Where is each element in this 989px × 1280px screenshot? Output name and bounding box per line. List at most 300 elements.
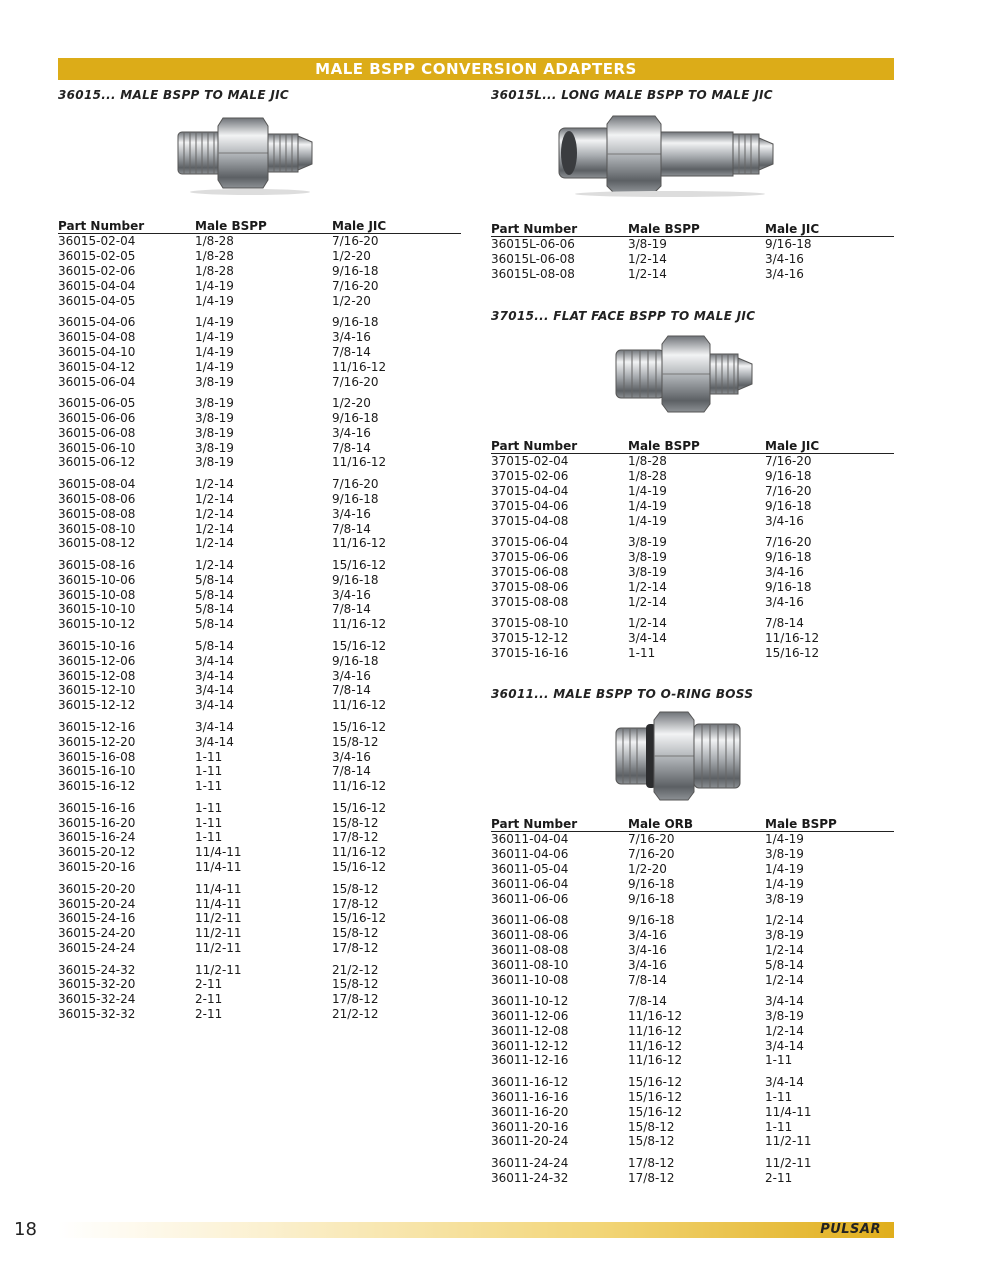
part-number-cell: 36011-24-32 [491, 1170, 569, 1185]
part-number-cell: 36015L-06-08 [491, 251, 575, 266]
table-row [58, 926, 461, 941]
table-row [58, 558, 461, 573]
table-row [491, 928, 894, 943]
thread-size-cell: 11/2-11 [765, 1134, 812, 1149]
thread-size-cell: 7/8-14 [332, 344, 371, 359]
part-number-cell: 36015-12-12 [58, 698, 136, 713]
part-number-cell: 36015-24-16 [58, 911, 136, 926]
thread-size-cell: 7/8-14 [332, 440, 371, 455]
part-number-cell: 36015-32-32 [58, 1007, 136, 1022]
thread-size-cell: 3/4-14 [628, 630, 667, 645]
column-header: Male BSPP [628, 222, 700, 236]
thread-size-cell: 1/4-19 [765, 832, 804, 846]
thread-size-cell: 11/16-12 [332, 455, 387, 470]
part-number-cell: 36015-16-16 [58, 800, 136, 815]
part-number-cell: 36015-08-06 [58, 491, 136, 506]
thread-size-cell: 3/4-14 [765, 1074, 804, 1089]
thread-size-cell: 9/16-18 [765, 468, 812, 483]
part-number-cell: 36015-24-20 [58, 926, 136, 941]
table-row [58, 992, 461, 1007]
table-row [491, 595, 894, 610]
thread-size-cell: 17/8-12 [332, 941, 379, 956]
thread-size-cell: 15/8-12 [332, 734, 379, 749]
thread-size-cell: 3/8-19 [195, 410, 234, 425]
column-header: Male JIC [765, 222, 820, 236]
column-header: Part Number [491, 222, 578, 236]
thread-size-cell: 1/8-28 [628, 468, 667, 483]
fitting-photo-36015L-icon [555, 112, 785, 197]
table-row [491, 1053, 894, 1068]
part-number-cell: 37015-16-16 [491, 645, 569, 660]
part-number-cell: 36015-04-08 [58, 329, 136, 344]
part-number-cell: 36011-06-08 [491, 912, 569, 927]
table-row [58, 911, 461, 926]
table-row [491, 499, 894, 514]
table-row [491, 550, 894, 565]
thread-size-cell: 1/8-28 [628, 454, 667, 468]
thread-size-cell: 15/16-12 [332, 557, 387, 572]
thread-size-cell: 5/8-14 [195, 602, 234, 617]
thread-size-cell: 3/8-19 [628, 564, 667, 579]
table-row [491, 646, 894, 661]
thread-size-cell: 3/8-19 [765, 927, 804, 942]
thread-size-cell: 15/16-12 [628, 1089, 683, 1104]
thread-size-cell: 11/2-11 [195, 941, 242, 956]
thread-size-cell: 3/4-16 [332, 668, 371, 683]
table-row [58, 249, 461, 264]
thread-size-cell: 1/2-20 [332, 293, 371, 308]
thread-size-cell: 11/4-11 [765, 1104, 812, 1119]
thread-size-cell: 3/4-14 [195, 683, 234, 698]
column-header: Male BSPP [765, 817, 837, 831]
thread-size-cell: 17/8-12 [332, 992, 379, 1007]
table-row [58, 764, 461, 779]
part-number-cell: 36011-16-20 [491, 1104, 569, 1119]
thread-size-cell: 11/16-12 [332, 698, 387, 713]
table-row [58, 941, 461, 956]
footer-bar [58, 1222, 894, 1238]
part-number-cell: 36015-02-05 [58, 248, 136, 263]
part-number-cell: 36015-20-24 [58, 896, 136, 911]
part-number-cell: 36015-06-06 [58, 410, 136, 425]
table-row [58, 588, 461, 603]
part-number-cell: 36015-04-04 [58, 278, 136, 293]
table-row [491, 616, 894, 631]
thread-size-cell: 7/16-20 [765, 534, 812, 549]
thread-size-cell: 5/8-14 [195, 638, 234, 653]
fitting-photo-36011-icon [612, 708, 747, 804]
table-36015L [491, 222, 894, 282]
thread-size-cell: 11/2-11 [195, 926, 242, 941]
part-number-cell: 36011-12-12 [491, 1038, 569, 1053]
thread-size-cell: 1/4-19 [195, 329, 234, 344]
thread-size-cell: 11/16-12 [332, 845, 387, 860]
thread-size-cell: 17/8-12 [332, 896, 379, 911]
fitting-photo-37015-icon [610, 332, 760, 416]
table-row [58, 830, 461, 845]
part-number-cell: 37015-08-06 [491, 579, 569, 594]
part-number-cell: 36015-12-06 [58, 653, 136, 668]
thread-size-cell: 3/8-19 [195, 374, 234, 389]
thread-size-cell: 1-11 [195, 800, 223, 815]
thread-size-cell: 1/4-19 [765, 861, 804, 876]
part-number-cell: 36011-12-06 [491, 1008, 569, 1023]
part-number-cell: 36015-08-16 [58, 557, 136, 572]
thread-size-cell: 15/8-12 [332, 926, 379, 941]
thread-size-cell: 15/8-12 [332, 815, 379, 830]
thread-size-cell: 5/8-14 [765, 957, 804, 972]
thread-size-cell: 7/16-20 [628, 832, 675, 846]
part-number-cell: 36011-08-08 [491, 942, 569, 957]
part-number-cell: 36015-20-12 [58, 845, 136, 860]
table-row [58, 1007, 461, 1022]
table-row [491, 1134, 894, 1149]
thread-size-cell: 1/2-14 [765, 972, 804, 987]
table-row [58, 882, 461, 897]
thread-size-cell: 9/16-18 [628, 876, 675, 891]
part-number-cell: 37015-06-06 [491, 549, 569, 564]
thread-size-cell: 1/4-19 [765, 876, 804, 891]
table-row [58, 698, 461, 713]
table-row [491, 252, 894, 267]
thread-size-cell: 15/8-12 [628, 1134, 675, 1149]
thread-size-cell: 3/4-16 [628, 957, 667, 972]
table-row [58, 683, 461, 698]
table-row [491, 943, 894, 958]
table-row [58, 977, 461, 992]
part-number-cell: 37015-08-10 [491, 615, 569, 630]
thread-size-cell: 3/8-19 [195, 395, 234, 410]
thread-size-cell: 9/16-18 [765, 579, 812, 594]
table-36011 [491, 817, 894, 1186]
table-row [491, 973, 894, 988]
table-row [58, 330, 461, 345]
part-number-cell: 36011-20-16 [491, 1119, 569, 1134]
table-row [58, 411, 461, 426]
part-number-cell: 37015-04-04 [491, 483, 569, 498]
table-row [491, 1039, 894, 1054]
table-row [491, 1105, 894, 1120]
thread-size-cell: 7/8-14 [332, 521, 371, 536]
thread-size-cell: 15/16-12 [332, 638, 387, 653]
part-number-cell: 36015-20-16 [58, 860, 136, 875]
thread-size-cell: 3/8-19 [628, 237, 667, 251]
table-row [58, 801, 461, 816]
table-row [58, 536, 461, 551]
thread-size-cell: 1-11 [195, 830, 223, 845]
thread-size-cell: 11/4-11 [195, 860, 242, 875]
part-number-cell: 36011-10-12 [491, 993, 569, 1008]
column-header: Male ORB [628, 817, 694, 831]
thread-size-cell: 3/4-16 [332, 749, 371, 764]
thread-size-cell: 15/16-12 [332, 860, 387, 875]
part-number-cell: 36015-10-16 [58, 638, 136, 653]
thread-size-cell: 3/4-14 [195, 719, 234, 734]
table-row [58, 669, 461, 684]
part-number-cell: 37015-08-08 [491, 594, 569, 609]
table-row [58, 845, 461, 860]
thread-size-cell: 3/8-19 [195, 455, 234, 470]
thread-size-cell: 9/16-18 [628, 912, 675, 927]
part-number-cell: 36015-24-32 [58, 962, 136, 977]
part-number-cell: 36015-08-10 [58, 521, 136, 536]
thread-size-cell: 1/2-14 [195, 476, 234, 491]
table-row [491, 862, 894, 877]
thread-size-cell: 3/8-19 [195, 440, 234, 455]
thread-size-cell: 2-11 [195, 1007, 223, 1022]
thread-size-cell: 11/4-11 [195, 896, 242, 911]
thread-size-cell: 3/4-14 [765, 993, 804, 1008]
thread-size-cell: 1/8-28 [195, 234, 234, 248]
thread-size-cell: 1/2-14 [628, 594, 667, 609]
thread-size-cell: 3/8-19 [765, 846, 804, 861]
table-row [491, 237, 894, 252]
table-row [491, 1171, 894, 1186]
thread-size-cell: 11/16-12 [332, 779, 387, 794]
thread-size-cell: 7/8-14 [332, 764, 371, 779]
part-number-cell: 37015-02-06 [491, 468, 569, 483]
thread-size-cell: 1/4-19 [628, 498, 667, 513]
part-number-cell: 36015-12-16 [58, 719, 136, 734]
part-number-cell: 36015-32-24 [58, 992, 136, 1007]
part-number-cell: 36011-06-06 [491, 891, 569, 906]
thread-size-cell: 17/8-12 [628, 1155, 675, 1170]
thread-size-cell: 7/16-20 [332, 278, 379, 293]
thread-size-cell: 3/4-16 [628, 942, 667, 957]
thread-size-cell: 11/16-12 [628, 1023, 683, 1038]
column-header: Male BSPP [628, 439, 700, 453]
thread-size-cell: 3/8-19 [628, 534, 667, 549]
part-number-cell: 36015-08-08 [58, 506, 136, 521]
thread-size-cell: 9/16-18 [765, 498, 812, 513]
thread-size-cell: 7/16-20 [628, 846, 675, 861]
thread-size-cell: 1/2-20 [332, 248, 371, 263]
table-row [491, 958, 894, 973]
thread-size-cell: 7/16-20 [332, 476, 379, 491]
thread-size-cell: 7/8-14 [332, 602, 371, 617]
thread-size-cell: 3/4-16 [765, 513, 804, 528]
table-37015 [491, 439, 894, 661]
part-number-cell: 36011-04-06 [491, 846, 569, 861]
part-number-cell: 37015-06-04 [491, 534, 569, 549]
table-row [58, 477, 461, 492]
thread-size-cell: 21/2-12 [332, 1007, 379, 1022]
thread-size-cell: 1/2-14 [195, 521, 234, 536]
part-number-cell: 36015-16-10 [58, 764, 136, 779]
table-row [58, 375, 461, 390]
thread-size-cell: 11/2-11 [195, 962, 242, 977]
table-row [58, 294, 461, 309]
table-row [58, 602, 461, 617]
table-row [491, 580, 894, 595]
part-number-cell: 36015-32-20 [58, 977, 136, 992]
table-row [491, 892, 894, 907]
thread-size-cell: 5/8-14 [195, 587, 234, 602]
part-number-cell: 36015-16-20 [58, 815, 136, 830]
column-header: Male JIC [765, 439, 820, 453]
thread-size-cell: 1/4-19 [195, 314, 234, 329]
part-number-cell: 36011-16-16 [491, 1089, 569, 1104]
thread-size-cell: 11/16-12 [628, 1053, 683, 1068]
table-row [58, 779, 461, 794]
table-row [58, 639, 461, 654]
thread-size-cell: 15/16-12 [332, 719, 387, 734]
table-row [58, 234, 461, 249]
table-row [491, 1009, 894, 1024]
part-number-cell: 36015-08-12 [58, 536, 136, 551]
thread-size-cell: 3/4-16 [332, 329, 371, 344]
thread-size-cell: 1-11 [195, 779, 223, 794]
part-number-cell: 36015-04-12 [58, 359, 136, 374]
part-number-cell: 36015L-06-06 [491, 237, 575, 251]
thread-size-cell: 3/8-19 [195, 425, 234, 440]
part-number-cell: 36015-06-10 [58, 440, 136, 455]
part-number-cell: 36015-24-24 [58, 941, 136, 956]
thread-size-cell: 9/16-18 [332, 314, 379, 329]
thread-size-cell: 1/4-19 [195, 278, 234, 293]
table-row [58, 264, 461, 279]
thread-size-cell: 11/16-12 [628, 1038, 683, 1053]
thread-size-cell: 17/8-12 [628, 1170, 675, 1185]
thread-size-cell: 1-11 [628, 645, 656, 660]
section-title-36015L: 36015L... LONG MALE BSPP TO MALE JIC [491, 88, 773, 102]
part-number-cell: 36011-10-08 [491, 972, 569, 987]
thread-size-cell: 3/4-16 [332, 506, 371, 521]
thread-size-cell: 1/2-14 [195, 491, 234, 506]
thread-size-cell: 1/4-19 [195, 344, 234, 359]
part-number-cell: 36011-06-04 [491, 876, 569, 891]
thread-size-cell: 11/16-12 [765, 630, 820, 645]
thread-size-cell: 15/16-12 [628, 1104, 683, 1119]
part-number-cell: 36015-10-10 [58, 602, 136, 617]
thread-size-cell: 3/4-14 [195, 653, 234, 668]
thread-size-cell: 9/16-18 [765, 549, 812, 564]
table-row [58, 617, 461, 632]
thread-size-cell: 1-11 [765, 1053, 793, 1068]
table-row [58, 654, 461, 669]
thread-size-cell: 1-11 [195, 749, 223, 764]
thread-size-cell: 3/4-14 [195, 698, 234, 713]
thread-size-cell: 1/2-20 [628, 861, 667, 876]
part-number-cell: 36011-24-24 [491, 1155, 569, 1170]
table-row [491, 631, 894, 646]
thread-size-cell: 3/4-14 [765, 1038, 804, 1053]
table-row [491, 1090, 894, 1105]
thread-size-cell: 3/4-16 [332, 425, 371, 440]
part-number-cell: 36011-05-04 [491, 861, 569, 876]
part-number-cell: 37015-12-12 [491, 630, 569, 645]
thread-size-cell: 1/2-14 [628, 615, 667, 630]
table-row [491, 514, 894, 529]
thread-size-cell: 11/2-11 [765, 1155, 812, 1170]
table-row [58, 441, 461, 456]
part-number-cell: 36015-06-12 [58, 455, 136, 470]
part-number-cell: 37015-04-08 [491, 513, 569, 528]
thread-size-cell: 2-11 [195, 977, 223, 992]
table-row [58, 750, 461, 765]
thread-size-cell: 3/8-19 [765, 891, 804, 906]
part-number-cell: 36015-06-08 [58, 425, 136, 440]
part-number-cell: 36015-10-12 [58, 617, 136, 632]
section-title-36011: 36011... MALE BSPP TO O-RING BOSS [491, 687, 754, 701]
part-number-cell: 36015-02-06 [58, 263, 136, 278]
thread-size-cell: 2-11 [195, 992, 223, 1007]
part-number-cell: 36015-02-04 [58, 234, 136, 248]
fitting-photo-36015-icon [170, 110, 320, 195]
section-banner: MALE BSPP CONVERSION ADAPTERS [58, 58, 894, 80]
thread-size-cell: 1/2-20 [332, 395, 371, 410]
thread-size-cell: 1/2-14 [195, 506, 234, 521]
thread-size-cell: 1-11 [195, 815, 223, 830]
thread-size-cell: 7/16-20 [332, 234, 379, 248]
thread-size-cell: 7/8-14 [765, 615, 804, 630]
part-number-cell: 36015-04-05 [58, 293, 136, 308]
table-row [58, 455, 461, 470]
table-row [58, 963, 461, 978]
thread-size-cell: 1/4-19 [628, 483, 667, 498]
thread-size-cell: 15/16-12 [332, 800, 387, 815]
part-number-cell: 36015-16-08 [58, 749, 136, 764]
part-number-cell: 36015-04-06 [58, 314, 136, 329]
table-row [58, 345, 461, 360]
thread-size-cell: 3/4-14 [195, 668, 234, 683]
thread-size-cell: 7/8-14 [332, 683, 371, 698]
part-number-cell: 36015-12-08 [58, 668, 136, 683]
part-number-cell: 36015-16-12 [58, 779, 136, 794]
thread-size-cell: 3/4-16 [628, 927, 667, 942]
page-number: 18 [14, 1219, 37, 1240]
table-row [58, 492, 461, 507]
part-number-cell: 37015-06-08 [491, 564, 569, 579]
thread-size-cell: 1/8-28 [195, 248, 234, 263]
column-header: Male JIC [332, 219, 387, 233]
table-row [491, 454, 894, 469]
thread-size-cell: 9/16-18 [765, 237, 812, 251]
thread-size-cell: 2-11 [765, 1170, 793, 1185]
table-row [58, 860, 461, 875]
thread-size-cell: 17/8-12 [332, 830, 379, 845]
thread-size-cell: 5/8-14 [195, 572, 234, 587]
part-number-cell: 36015-06-05 [58, 395, 136, 410]
thread-size-cell: 15/16-12 [332, 911, 387, 926]
table-row [58, 360, 461, 375]
thread-size-cell: 7/16-20 [332, 374, 379, 389]
thread-size-cell: 1/8-28 [195, 263, 234, 278]
thread-size-cell: 3/8-19 [628, 549, 667, 564]
table-row [491, 1075, 894, 1090]
thread-size-cell: 3/8-19 [765, 1008, 804, 1023]
table-row [491, 994, 894, 1009]
thread-size-cell: 3/4-14 [195, 734, 234, 749]
thread-size-cell: 5/8-14 [195, 617, 234, 632]
table-row [491, 832, 894, 847]
part-number-cell: 36015-10-06 [58, 572, 136, 587]
thread-size-cell: 11/4-11 [195, 881, 242, 896]
column-header: Part Number [58, 219, 145, 233]
table-row [58, 507, 461, 522]
part-number-cell: 36015-12-10 [58, 683, 136, 698]
thread-size-cell: 1-11 [765, 1089, 793, 1104]
thread-size-cell: 9/16-18 [332, 491, 379, 506]
column-header: Part Number [491, 817, 578, 831]
column-header: Part Number [491, 439, 578, 453]
table-row [58, 573, 461, 588]
thread-size-cell: 11/16-12 [332, 359, 387, 374]
thread-size-cell: 9/16-18 [332, 572, 379, 587]
part-number-cell: 36011-12-08 [491, 1023, 569, 1038]
thread-size-cell: 7/8-14 [628, 972, 667, 987]
part-number-cell: 37015-02-04 [491, 454, 569, 468]
